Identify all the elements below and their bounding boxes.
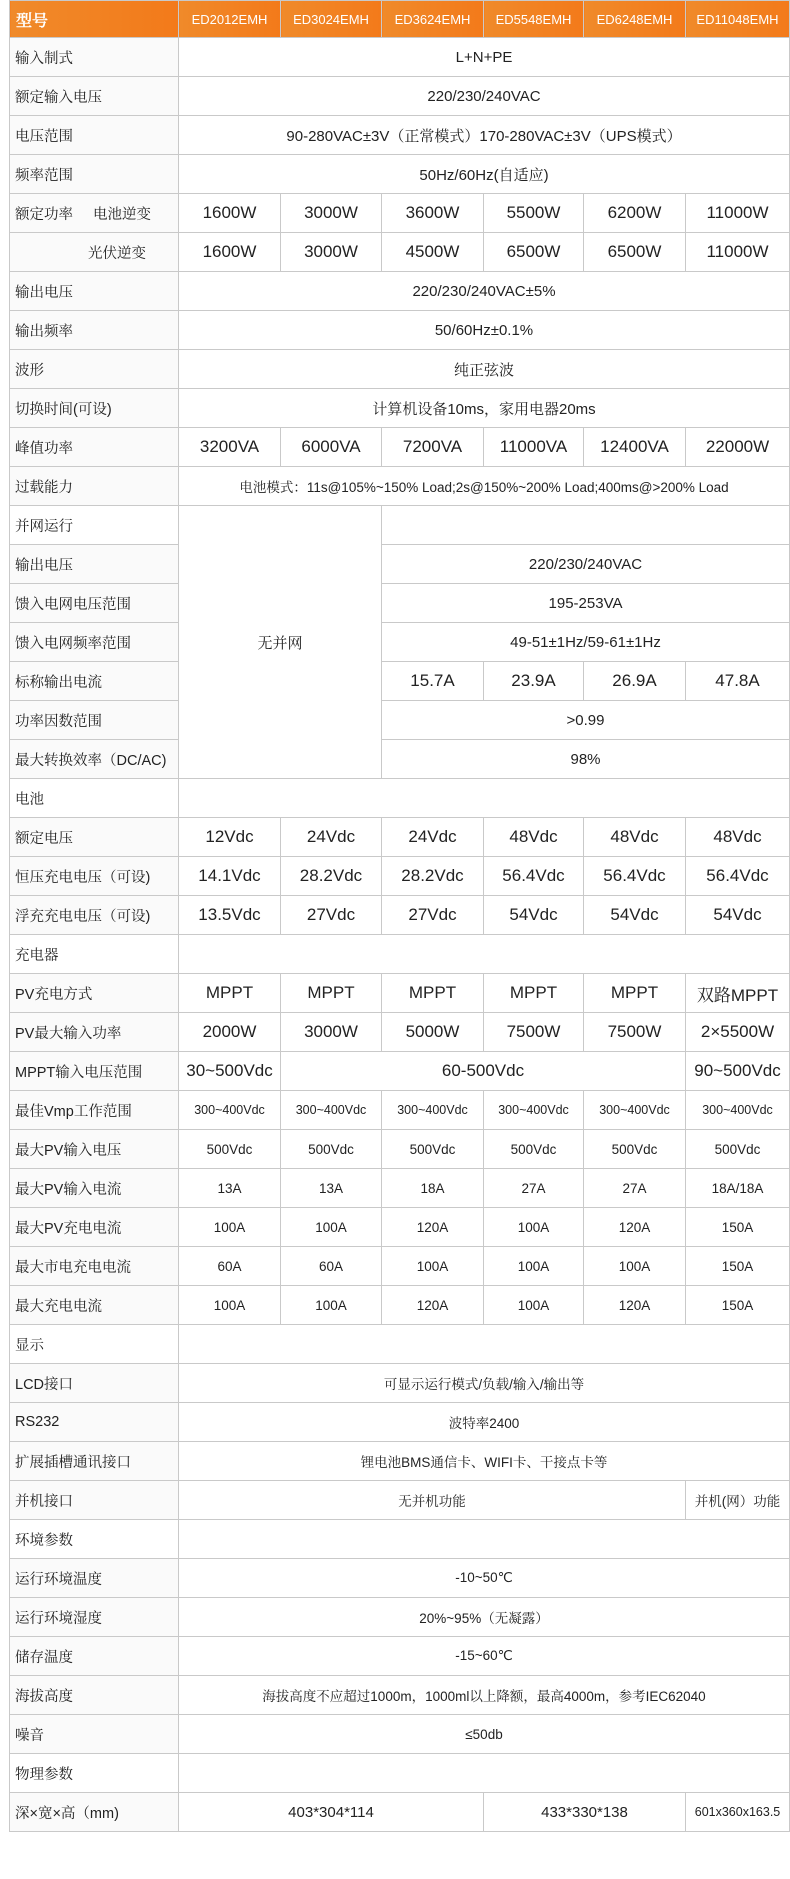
table-row — [10, 740, 790, 779]
empty-cell — [179, 1754, 790, 1793]
cell: MPPT — [382, 974, 484, 1013]
row-label: 最大PV输入电流 — [10, 1169, 179, 1208]
row-label: 切换时间(可设) — [10, 389, 179, 428]
table-row — [10, 1793, 790, 1832]
row-label: PV最大输入功率 — [10, 1013, 179, 1052]
row-label: 运行环境温度 — [10, 1559, 179, 1598]
cell: 120A — [584, 1208, 686, 1247]
rated-power-label — [10, 194, 179, 233]
cell: 27Vdc — [382, 896, 484, 935]
section-row — [10, 1325, 790, 1364]
section-title: 电池 — [10, 779, 179, 818]
table-row — [10, 467, 790, 506]
cell: 22000W — [686, 428, 790, 467]
cell: 3200VA — [179, 428, 281, 467]
model-6: ED11048EMH — [686, 1, 790, 38]
empty-cell — [382, 506, 790, 545]
table-row — [10, 1013, 790, 1052]
row-value: 220/230/240VAC±5% — [179, 272, 790, 311]
table-row — [10, 545, 790, 584]
table-row — [10, 584, 790, 623]
table-row — [10, 1091, 790, 1130]
row-label: 储存温度 — [10, 1637, 179, 1676]
model-3: ED3624EMH — [382, 1, 484, 38]
cell: 500Vdc — [281, 1130, 382, 1169]
row-value: 220/230/240VAC — [382, 545, 790, 584]
cell: 100A — [484, 1208, 584, 1247]
cell: 28.2Vdc — [281, 857, 382, 896]
table-row — [10, 701, 790, 740]
cell: 500Vdc — [179, 1130, 281, 1169]
row-label: 海拔高度 — [10, 1676, 179, 1715]
table-row — [10, 1052, 790, 1091]
row-value: 计算机设备10ms，家用电器20ms — [179, 389, 790, 428]
table-row — [10, 428, 790, 467]
model-header-label: 型号 — [10, 1, 179, 38]
table-row — [10, 1169, 790, 1208]
section-row — [10, 935, 790, 974]
empty-cell — [179, 935, 790, 974]
section-row — [10, 1520, 790, 1559]
row-label: 扩展插槽通讯接口 — [10, 1442, 179, 1481]
rated-power-title: 额定功率 — [15, 206, 73, 223]
row-value: 220/230/240VAC — [179, 77, 790, 116]
cell: 300~400Vdc — [382, 1091, 484, 1130]
row-value: -15~60℃ — [179, 1637, 790, 1676]
cell: 双路MPPT — [686, 974, 790, 1013]
row-value: ≤50db — [179, 1715, 790, 1754]
cell: 6000VA — [281, 428, 382, 467]
table-row — [10, 116, 790, 155]
cell: 120A — [584, 1286, 686, 1325]
cell: 300~400Vdc — [484, 1091, 584, 1130]
pv-inverter-cell — [10, 233, 179, 272]
cell: 60A — [281, 1247, 382, 1286]
table-row — [10, 77, 790, 116]
row-value: 波特率2400 — [179, 1403, 790, 1442]
table-row — [10, 1403, 790, 1442]
row-label: 最大PV充电电流 — [10, 1208, 179, 1247]
cell: 48Vdc — [484, 818, 584, 857]
cell: 27Vdc — [281, 896, 382, 935]
cell: 60A — [179, 1247, 281, 1286]
row-label: 输出频率 — [10, 311, 179, 350]
cell: 403*304*114 — [179, 1793, 484, 1832]
battery-inverter-label: 电池逆变 — [93, 206, 151, 223]
row-label: 最大转换效率（DC/AC) — [10, 740, 179, 779]
row-label: 深×宽×高（mm) — [10, 1793, 179, 1832]
cell: 15.7A — [382, 662, 484, 701]
empty-cell — [179, 779, 790, 818]
table-row — [10, 1715, 790, 1754]
row-label: 波形 — [10, 350, 179, 389]
section-row — [10, 506, 790, 545]
cell: 120A — [382, 1286, 484, 1325]
cell: 3000W — [281, 1013, 382, 1052]
spec-table — [9, 0, 790, 1832]
row-value: 50/60Hz±0.1% — [179, 311, 790, 350]
row-label: 最大充电电流 — [10, 1286, 179, 1325]
cell: 12400VA — [584, 428, 686, 467]
cell: 150A — [686, 1247, 790, 1286]
row-label: 馈入电网电压范围 — [10, 584, 179, 623]
cell: 3600W — [382, 194, 484, 233]
row-label: 额定电压 — [10, 818, 179, 857]
pv-inverter-label: 光伏逆变 — [88, 245, 146, 262]
table-row — [10, 974, 790, 1013]
table-row — [10, 233, 790, 272]
table-row — [10, 1286, 790, 1325]
section-title: 显示 — [10, 1325, 179, 1364]
table-row — [10, 623, 790, 662]
empty-cell — [179, 1520, 790, 1559]
cell: 24Vdc — [382, 818, 484, 857]
row-value: -10~50℃ — [179, 1559, 790, 1598]
cell: 100A — [484, 1286, 584, 1325]
cell: 3000W — [281, 233, 382, 272]
table-row — [10, 38, 790, 77]
cell: 500Vdc — [584, 1130, 686, 1169]
row-label: PV充电方式 — [10, 974, 179, 1013]
cell: 300~400Vdc — [584, 1091, 686, 1130]
row-label: 最佳Vmp工作范围 — [10, 1091, 179, 1130]
empty-cell — [179, 1325, 790, 1364]
header-row — [10, 1, 790, 38]
row-label: 最大PV输入电压 — [10, 1130, 179, 1169]
section-title: 环境参数 — [10, 1520, 179, 1559]
row-value: 锂电池BMS通信卡、WIFI卡、干接点卡等 — [179, 1442, 790, 1481]
row-label: 运行环境湿度 — [10, 1598, 179, 1637]
cell: 7500W — [584, 1013, 686, 1052]
row-value: 50Hz/60Hz(自适应) — [179, 155, 790, 194]
table-row — [10, 1637, 790, 1676]
cell: 500Vdc — [686, 1130, 790, 1169]
cell: 500Vdc — [484, 1130, 584, 1169]
cell: MPPT — [179, 974, 281, 1013]
row-value: 20%~95%（无凝露） — [179, 1598, 790, 1637]
table-row — [10, 1442, 790, 1481]
row-value: 90-280VAC±3V（正常模式）170-280VAC±3V（UPS模式） — [179, 116, 790, 155]
cell: 100A — [179, 1208, 281, 1247]
row-label: 输出电压 — [10, 272, 179, 311]
row-label: 过载能力 — [10, 467, 179, 506]
cell: 13.5Vdc — [179, 896, 281, 935]
row-label: 功率因数范围 — [10, 701, 179, 740]
cell: 54Vdc — [584, 896, 686, 935]
cell: 433*330*138 — [484, 1793, 686, 1832]
row-value: 98% — [382, 740, 790, 779]
cell: 100A — [584, 1247, 686, 1286]
row-label: RS232 — [10, 1403, 179, 1442]
cell: 14.1Vdc — [179, 857, 281, 896]
cell: 150A — [686, 1208, 790, 1247]
section-row — [10, 1754, 790, 1793]
cell: 100A — [484, 1247, 584, 1286]
row-label: 输出电压 — [10, 545, 179, 584]
table-row — [10, 857, 790, 896]
table-row — [10, 662, 790, 701]
table-row — [10, 389, 790, 428]
model-2: ED3024EMH — [281, 1, 382, 38]
cell: 300~400Vdc — [281, 1091, 382, 1130]
row-label: 输入制式 — [10, 38, 179, 77]
no-grid-cell: 无并网 — [179, 506, 382, 779]
cell: 12Vdc — [179, 818, 281, 857]
table-row — [10, 1130, 790, 1169]
cell: 6500W — [584, 233, 686, 272]
row-value: 49-51±1Hz/59-61±1Hz — [382, 623, 790, 662]
table-row — [10, 1364, 790, 1403]
cell: 56.4Vdc — [584, 857, 686, 896]
cell: 60-500Vdc — [281, 1052, 686, 1091]
row-value: >0.99 — [382, 701, 790, 740]
section-title: 物理参数 — [10, 1754, 179, 1793]
row-value: 无并机功能 — [179, 1481, 686, 1520]
cell: 56.4Vdc — [686, 857, 790, 896]
row-label: 恒压充电电压（可设) — [10, 857, 179, 896]
cell: 2000W — [179, 1013, 281, 1052]
cell: 6500W — [484, 233, 584, 272]
cell: 100A — [382, 1247, 484, 1286]
cell: 1600W — [179, 233, 281, 272]
cell: 24Vdc — [281, 818, 382, 857]
cell: 1600W — [179, 194, 281, 233]
row-label: 标称输出电流 — [10, 662, 179, 701]
cell: 26.9A — [584, 662, 686, 701]
cell: 30~500Vdc — [179, 1052, 281, 1091]
table-row — [10, 155, 790, 194]
row-value: 可显示运行模式/负载/输入/输出等 — [179, 1364, 790, 1403]
row-label: 电压范围 — [10, 116, 179, 155]
cell: 5500W — [484, 194, 584, 233]
section-title: 充电器 — [10, 935, 179, 974]
cell: 100A — [179, 1286, 281, 1325]
cell: 23.9A — [484, 662, 584, 701]
cell: 27A — [484, 1169, 584, 1208]
cell: 3000W — [281, 194, 382, 233]
section-title: 并网运行 — [10, 506, 179, 545]
cell: 150A — [686, 1286, 790, 1325]
table-row — [10, 1559, 790, 1598]
cell: 11000W — [686, 194, 790, 233]
cell: 48Vdc — [584, 818, 686, 857]
row-label: MPPT输入电压范围 — [10, 1052, 179, 1091]
table-row — [10, 818, 790, 857]
table-row — [10, 350, 790, 389]
row-label: LCD接口 — [10, 1364, 179, 1403]
row-label: 噪音 — [10, 1715, 179, 1754]
cell: 100A — [281, 1208, 382, 1247]
row-label: 并机接口 — [10, 1481, 179, 1520]
row-value: 海拔高度不应超过1000m，1000ml以上降额，最高4000m，参考IEC62040 — [179, 1676, 790, 1715]
cell: 5000W — [382, 1013, 484, 1052]
table-row — [10, 311, 790, 350]
cell: 120A — [382, 1208, 484, 1247]
model-4: ED5548EMH — [484, 1, 584, 38]
cell: MPPT — [484, 974, 584, 1013]
cell: 90~500Vdc — [686, 1052, 790, 1091]
cell: 54Vdc — [686, 896, 790, 935]
cell: MPPT — [281, 974, 382, 1013]
cell: 601x360x163.5 — [686, 1793, 790, 1832]
table-row — [10, 1598, 790, 1637]
cell: 300~400Vdc — [179, 1091, 281, 1130]
cell: 11000VA — [484, 428, 584, 467]
cell: 并机(网）功能 — [686, 1481, 790, 1520]
section-row — [10, 779, 790, 818]
cell: 27A — [584, 1169, 686, 1208]
cell: 13A — [281, 1169, 382, 1208]
row-label: 峰值功率 — [10, 428, 179, 467]
cell: 47.8A — [686, 662, 790, 701]
row-label: 馈入电网频率范围 — [10, 623, 179, 662]
cell: 56.4Vdc — [484, 857, 584, 896]
model-5: ED6248EMH — [584, 1, 686, 38]
table-row — [10, 1208, 790, 1247]
cell: 54Vdc — [484, 896, 584, 935]
row-value: L+N+PE — [179, 38, 790, 77]
cell: 500Vdc — [382, 1130, 484, 1169]
cell: 2×5500W — [686, 1013, 790, 1052]
row-label: 频率范围 — [10, 155, 179, 194]
cell: 48Vdc — [686, 818, 790, 857]
cell: 18A/18A — [686, 1169, 790, 1208]
table-row — [10, 272, 790, 311]
table-row — [10, 1481, 790, 1520]
cell: 100A — [281, 1286, 382, 1325]
cell: 4500W — [382, 233, 484, 272]
table-row — [10, 194, 790, 233]
cell: 7500W — [484, 1013, 584, 1052]
cell: 6200W — [584, 194, 686, 233]
cell: 18A — [382, 1169, 484, 1208]
cell: 13A — [179, 1169, 281, 1208]
table-row — [10, 896, 790, 935]
table-row — [10, 1676, 790, 1715]
row-value: 电池模式：11s@105%~150% Load;2s@150%~200% Load;400ms@>200% Load — [179, 467, 790, 506]
row-value: 纯正弦波 — [179, 350, 790, 389]
cell: MPPT — [584, 974, 686, 1013]
row-label: 浮充充电电压（可设) — [10, 896, 179, 935]
cell: 28.2Vdc — [382, 857, 484, 896]
cell: 7200VA — [382, 428, 484, 467]
row-label: 额定输入电压 — [10, 77, 179, 116]
row-value: 195-253VA — [382, 584, 790, 623]
row-label: 最大市电充电电流 — [10, 1247, 179, 1286]
model-1: ED2012EMH — [179, 1, 281, 38]
table-row — [10, 1247, 790, 1286]
cell: 300~400Vdc — [686, 1091, 790, 1130]
cell: 11000W — [686, 233, 790, 272]
